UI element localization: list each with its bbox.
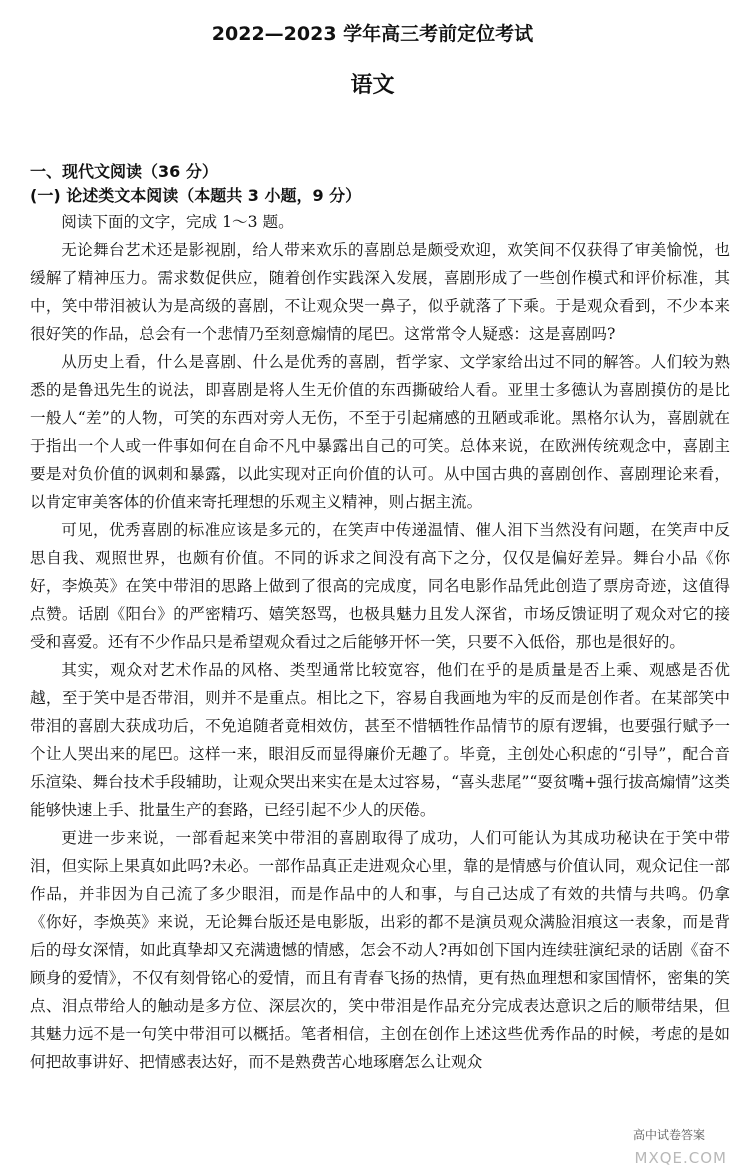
exam-title: 2022—2023 学年高三考前定位考试 xyxy=(211,23,534,45)
paragraph-2: 从历史上看，什么是喜剧、什么是优秀的喜剧，哲学家、文学家给出过不同的解答。人们较为熟悉的是鲁迅先生的说法，即喜剧是将人生无价值的东西撕破给人看。亚里士多德认为喜剧摸仿的是比一般人“差”的人物，可笑的东西对旁人无伤，不至于引起痛感的丑陋或乖讹。黑格尔认为，喜剧就在于指出一个人或一件事如何在自命不凡中暴露出自己的可笑。总体来说，在欧洲传统观念中，喜剧主要是对负价值的讽刺和暴露，以此实现对正向价值的认可。从中国古典的喜剧创作、喜剧理论来看，以肯定审美客体的价值来寄托理想的乐观主义精神，则占据主流。 xyxy=(30,353,730,511)
paragraph-1: 无论舞台艺术还是影视剧，给人带来欢乐的喜剧总是颇受欢迎，欢笑间不仅获得了审美愉悦，也缓解了精神压力。需求数促供应，随着创作实践深入发展，喜剧形成了一些创作模式和评价标准，其中，笑中带泪被认为是高级的喜剧，不让观众哭一鼻子，似乎就落了下乘。于是观众看到，不少本来很好笑的作品，总会有一个悲情乃至刻意煽情的尾巴。这常常令人疑惑：这是喜剧吗? xyxy=(30,241,730,343)
watermark-site: MXQE.COM xyxy=(634,1149,727,1167)
reading-section xyxy=(30,160,730,1076)
watermark-label: 高中试卷答案 xyxy=(632,1128,705,1142)
paragraph-4: 其实，观众对艺术作品的风格、类型通常比较宽容，他们在乎的是质量是否上乘、观感是否优越，至于笑中是否带泪，则并不是重点。相比之下，容易自我画地为牢的反而是创作者。在某部笑中带泪的喜剧大获成功后，不免追随者竟相效仿，甚至不惜牺牲作品情节的原有逻辑，也要强行赋予一个让人哭出来的尾巴。这样一来，眼泪反而显得廉价无趣了。毕竟，主创处心积虑的“引导”，配合音乐渲染、舞台技术手段辅助，让观众哭出来实在是太过容易，“喜头悲尾”“耍贫嘴+强行拔高煽情”这类能够快速上手、批量生产的套路，已经引起不少人的厌倦。 xyxy=(30,661,730,819)
instructions: 阅读下面的文字，完成 1～3 题。 xyxy=(61,213,294,231)
subject-title: 语文 xyxy=(350,73,395,98)
sub-heading: (一) 论述类文本阅读（本题共 3 小题，9 分） xyxy=(30,186,362,205)
paragraph-5: 更进一步来说，一部看起来笑中带泪的喜剧取得了成功，人们可能认为其成功秘诀在于笑中带泪，但实际上果真如此吗?未必。一部作品真正走进观众心里，靠的是情感与价值认同，观众记住一部作品，并非因为自己流了多少眼泪，而是作品中的人和事，与自己达成了有效的共情与共鸣。仍拿《你好，李焕英》来说，无论舞台版还是电影版，出彩的都不是演员观众满脸泪痕这一表象，而是背后的母女深情，如此真挚却又充满遗憾的情感，怎会不动人?再如创下国内连续驻演纪录的话剧《奋不顾身的爱情》，不仅有刻骨铭心的爱情，而且有青春飞扬的热情，更有热血理想和家国情怀，密集的笑点、泪点带给人的触动是多方位、深层次的，笑中带泪是作品充分完成表达意识之后的顺带结果，但其魅力远不是一句笑中带泪可以概括。笔者相信，主创在创作上述这些优秀作品的时候，考虑的是如何把故事讲好、把情感表达好，而不是熟费苦心地琢磨怎么让观众 xyxy=(30,829,730,1071)
paragraph-3: 可见，优秀喜剧的标准应该是多元的，在笑声中传递温情、催人泪下当然没有问题，在笑声中反思自我、观照世界，也颇有价值。不同的诉求之间没有高下之分，仅仅是偏好差异。舞台小品《你好，李焕英》在笑中带泪的思路上做到了很高的完成度，同名电影作品凭此创造了票房奇迹，这值得点赞。话剧《阳台》的严密精巧、嬉笑怒骂，也极具魅力且发人深省，市场反馈证明了观众对它的接受和喜爱。还有不少作品只是希望观众看过之后能够开怀一笑，只要不入低俗，那也是很好的。 xyxy=(30,521,730,651)
section-heading: 一、现代文阅读（36 分） xyxy=(30,162,218,181)
